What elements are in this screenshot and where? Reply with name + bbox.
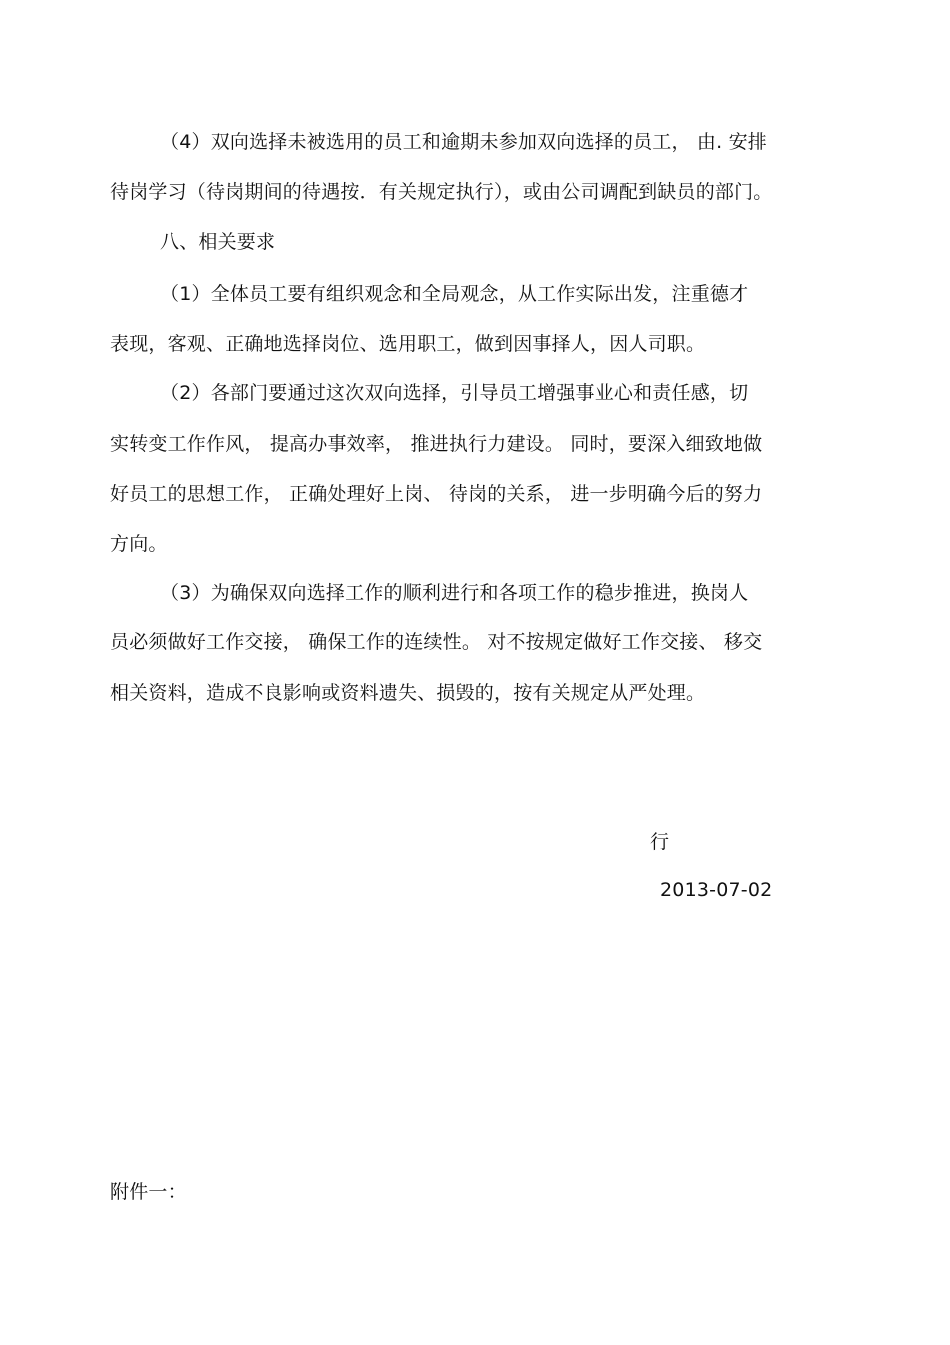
requirement-1-line-2: 表现，客观、正确地选择岗位、选用职工，做到因事择人，因人司职。	[110, 333, 706, 355]
requirement-2-line-4: 方向。	[110, 533, 168, 555]
requirement-3-line-3: 相关资料，造成不良影响或资料遗失、损毁的，按有关规定从严处理。	[110, 682, 706, 704]
signature-date: 2013-07-02	[660, 879, 773, 901]
section-heading: 八、相关要求	[160, 231, 276, 253]
paragraph-4-line-1: （4）双向选择未被选用的员工和逾期未参加双向选择的员工， 由. 安排	[160, 131, 768, 153]
requirement-1-line-1: （1）全体员工要有组织观念和全局观念，从工作实际出发，注重德才	[160, 283, 749, 305]
requirement-2-line-3: 好员工的思想工作， 正确处理好上岗、 待岗的关系， 进一步明确今后的努力	[110, 483, 763, 505]
attachment-label: 附件一：	[110, 1181, 187, 1203]
requirement-3-line-1: （3）为确保双向选择工作的顺利进行和各项工作的稳步推进，换岗人	[160, 582, 749, 604]
requirement-3-line-2: 员必须做好工作交接， 确保工作的连续性。 对不按规定做好工作交接、 移交	[110, 631, 763, 653]
requirement-2-line-1: （2）各部门要通过这次双向选择，引导员工增强事业心和责任感，切	[160, 382, 749, 404]
signature-org: 行	[650, 831, 670, 853]
requirement-2-line-2: 实转变工作作风， 提高办事效率， 推进执行力建设。 同时，要深入细致地做	[110, 433, 763, 455]
paragraph-4-line-2: 待岗学习（待岗期间的待遇按．有关规定执行），或由公司调配到缺员的部门。	[110, 181, 773, 203]
